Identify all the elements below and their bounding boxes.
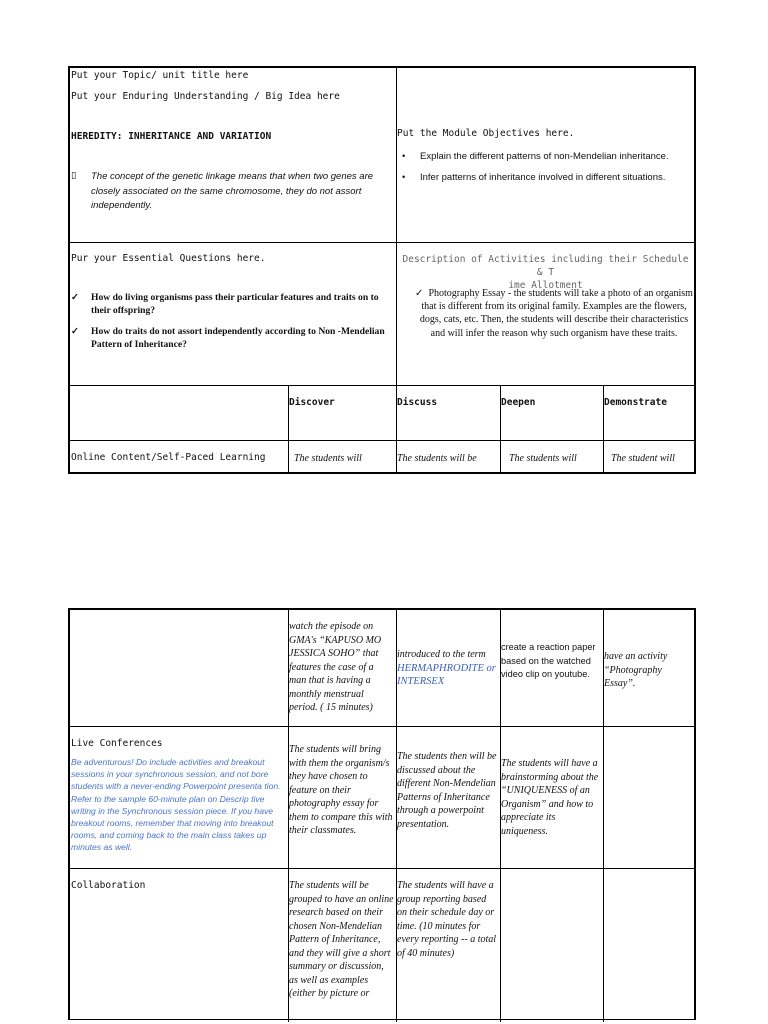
box-bullet-icon: ▯ <box>71 170 77 181</box>
activity-description: ✓ Photography Essay - the students will take a photo of an organism that is different from its original family. Examples are the flowers, dogs, cats, etc. Then, the students will describe their characteristics and will infer the reason why such organism have these traits. <box>415 288 693 339</box>
row1-deepen-cell: create a reaction paper based on the watched video clip on youtube. <box>501 642 596 679</box>
objectives-list <box>400 150 694 192</box>
online-discuss-cell: The students will be <box>397 453 477 464</box>
header-discover: Discover <box>289 397 335 408</box>
online-demonstrate-cell: The student will <box>611 453 675 464</box>
live-conferences-label: Live Conferences <box>71 738 163 749</box>
objective-item: • Explain the different patterns of non-Mendelian inheritance. <box>402 151 669 162</box>
header-discuss: Discuss <box>397 397 438 408</box>
unit-title: HEREDITY: INHERITANCE AND VARIATION <box>71 131 272 142</box>
online-content-label: Online Content/Self-Paced Learning <box>71 452 266 463</box>
collaboration-label: Collaboration <box>71 880 146 891</box>
row1-demonstrate-cell: have an activity “Photography Essay”. <box>604 651 668 689</box>
collab-discuss-cell: The students will have a group reporting based on their schedule day or time. (10 minutes for every reporting -- a total of 40 minutes) <box>397 880 497 959</box>
question-item: ✓ How do traits do not assort independently according to Non -Mendelian Pattern of Inheritance? <box>71 326 385 350</box>
row1-discuss-cell: introduced to the term HERMAPHRODITE or INTERSEX <box>397 649 496 687</box>
header-demonstrate: Demonstrate <box>604 397 667 408</box>
objective-item: • Infer patterns of inheritance involved in different situations. <box>402 172 666 183</box>
question-item: ✓ How do living organisms pass their particular features and traits on to their offspring? <box>71 292 379 316</box>
online-discover-cell: The students will <box>294 453 362 464</box>
check-icon: ✓ <box>415 288 429 299</box>
essential-questions <box>71 291 395 359</box>
enduring-understanding-prompt: Put your Enduring Understanding / Big Idea here <box>71 91 340 102</box>
online-deepen-cell: The students will <box>509 453 577 464</box>
questions-prompt: Pur your Essential Questions here. <box>71 253 266 264</box>
live-discover-cell: The students will bring with them the organism/s they have chosen to feature on their photography essay for them to compare this with their classmates. <box>289 744 393 836</box>
planning-table-top <box>68 66 696 474</box>
live-discuss-cell: The students then will be discussed about the different Non-Mendelian Patterns of Inheritance through a powerpoint presentation. <box>397 751 497 830</box>
live-conferences-note: Be adventurous! Do include activities and breakout sessions in your synchronous session, and not bore students with a never-ending Powerpoint presenta tion. Refer to the sample 60-minute plan on Descrip tive writing in the Synchronous session piece. If you have breakout rooms, remember that moving into breakout rooms, and coming back to the main class takes up minutes as well. <box>71 757 281 853</box>
planning-table-bottom <box>68 608 696 1020</box>
activities-prompt: Description of Activities including their Schedule & T ime Allotment <box>402 254 689 291</box>
collab-discover-cell: The students will be grouped to have an online research based on their chosen Non-Mendelian Pattern of Inheritance, and they will give a short summary or discussion, as well as examples (either by picture or <box>289 880 394 999</box>
understanding-text: The concept of the genetic linkage means that when two genes are closely associated on the same chromosome, they do not assort independently. <box>91 171 374 211</box>
header-deepen: Deepen <box>501 397 536 408</box>
live-deepen-cell: The students will have a brainstorming about the “UNIQUENESS of an Organism” and how to appreciate its uniqueness. <box>501 758 599 837</box>
row1-discover-cell: watch the episode on GMA's “KAPUSO MO JESSICA SOHO” that features the case of a man that is having a monthly menstrual period. ( 15 minutes) <box>289 621 382 713</box>
objectives-prompt: Put the Module Objectives here. <box>397 128 575 139</box>
topic-prompt: Put your Topic/ unit title here <box>71 70 249 81</box>
